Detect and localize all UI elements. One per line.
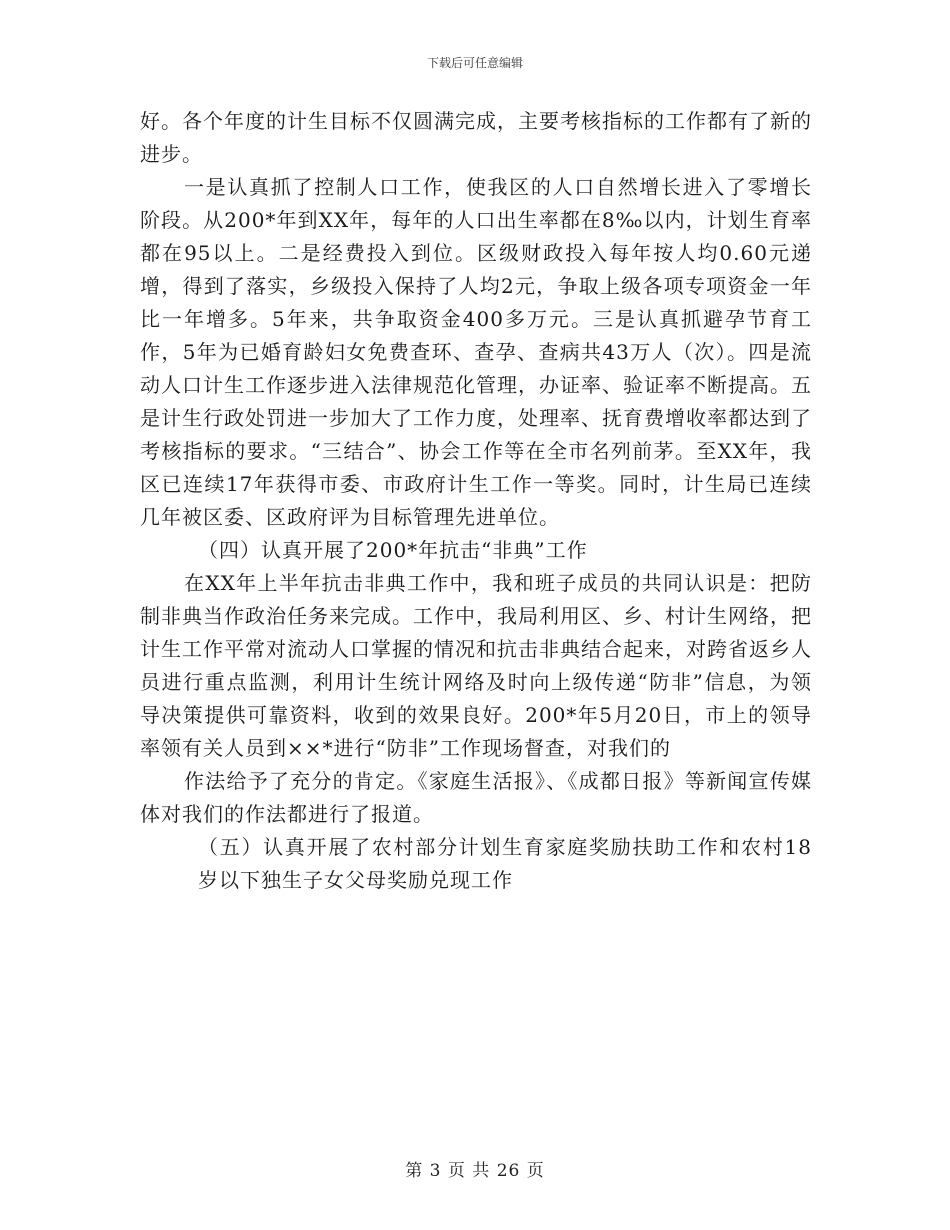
page-number-footer: 第 3 页 共 26 页: [405, 1161, 545, 1181]
section-heading-sars: （四）认真开展了200*年抗击“非典”工作: [198, 538, 588, 562]
paragraph-intro-continuation: 好。各个年度的计生目标不仅圆满完成，主要考核指标的工作都有了新的进步。: [140, 109, 812, 166]
document-body: [140, 105, 812, 897]
page-header: 下载后可任意编辑: [426, 56, 523, 70]
paragraph-sars-work: 在XX年上半年抗击非典工作中，我和班子成员的共同认识是：把防制非典当作政治任务来完成。工作中，我局利用区、乡、村计生网络，把计生工作平常对流动人口掌握的情况和抗击非典结合起来，对跨省返乡人员进行重点监测，利用计生统计网络及时向上级传递“防非”信息，为领导决策提供可靠资料，收到的效果良好。200*年5月20日，市上的领导率领有关人员到××*进行“防非”工作现场督查，对我们的: [140, 571, 812, 760]
paragraph-population-control: 一是认真抓了控制人口工作，使我区的人口自然增长进入了零增长阶段。从200*年到XX年，每年的人口出生率都在8‰以内，计划生育率都在95以上。二是经费投入到位。区级财政投入每年按人均0.60元递增，得到了落实，乡级投入保持了人均2元，争取上级各项专项资金一年比一年增多。5年来，共争取资金400多万元。三是认真抓避孕节育工作，5年为已婚育龄妇女免费查环、查孕、查病共43万人（次）。四是流动人口计生工作逐步进入法律规范化管理，办证率、验证率不断提高。五是计生行政处罚进一步加大了工作力度，处理率、抚育费增收率都达到了考核指标的要求。“三结合”、协会工作等在全市名列前茅。至XX年，我区已连续17年获得市委、市政府计生工作一等奖。同时，计生局已连续几年被区委、区政府评为目标管理先进单位。: [140, 175, 812, 529]
section-heading-rural-reward: （五）认真开展了农村部分计划生育家庭奖励扶助工作和农村18岁以下独生子女父母奖励兑现工作: [198, 835, 812, 892]
paragraph-media-coverage: 作法给予了充分的肯定。《家庭生活报》、《成都日报》等新闻宣传媒体对我们的作法都进行了报道。: [140, 769, 812, 826]
